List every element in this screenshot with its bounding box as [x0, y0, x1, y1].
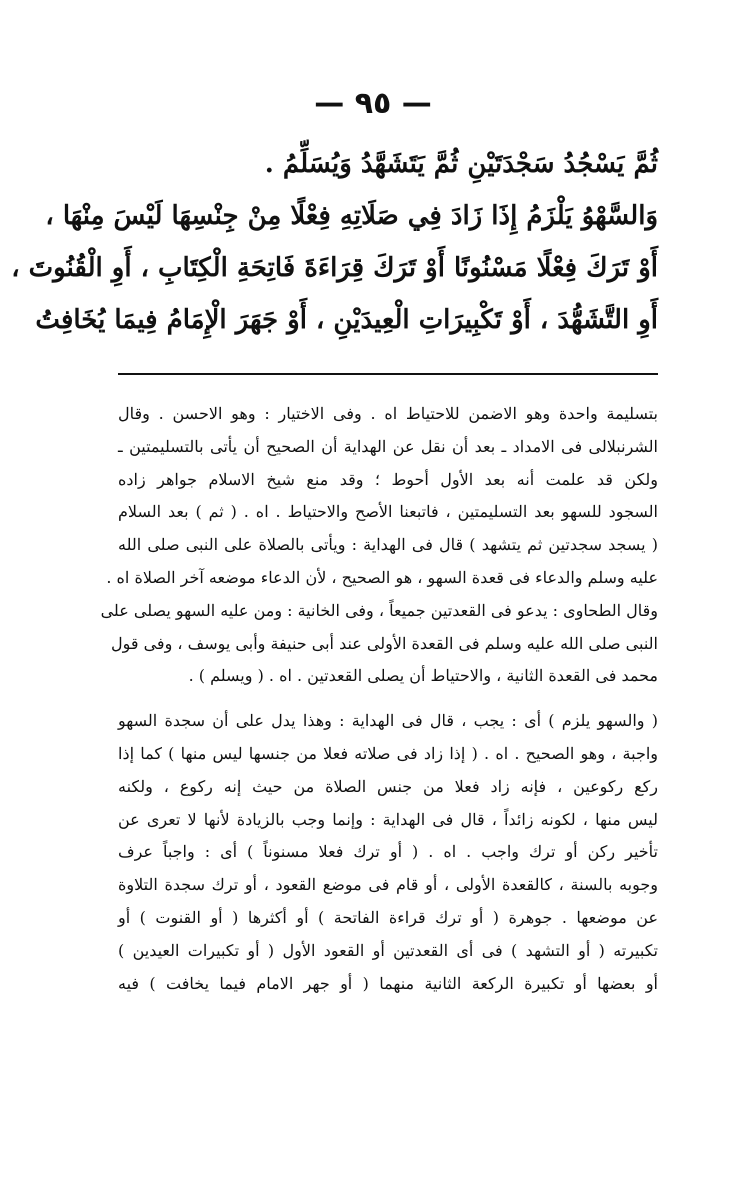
footnote-line: ليس منها ، لكونه زائداً ، قال فى الهداية : وإنما وجب بالزيادة لأنها لا تعرى عن [118, 809, 658, 829]
main-text [11, 138, 658, 346]
footnote-line: بتسليمة واحدة وهو الاضمن للاحتياط اه . وفى الاختيار : وهو الاحسن . وقال [118, 404, 658, 423]
footnote-line: وقال الطحاوى : يدعو فى القعدتين جميعاً ، وفى الخانية : ومن عليه السهو يصلى على [100, 600, 658, 620]
paragraph-gap [118, 693, 658, 705]
footnote-line: ولكن قد علمت أنه بعد الأول أحوط ؛ وقد منع شيخ الاسلام جواهر زاده [118, 469, 659, 489]
main-text-line: ثُمَّ يَسْجُدُ سَجْدَتَيْنِ ثُمَّ يَتَشَهَّدُ وَيُسَلِّمُ . [264, 149, 658, 179]
footnote-divider [118, 373, 658, 375]
footnote-line: السجود للسهو بعد التسليمتين ، فاتبعنا الأصح والاحتياط . اه . ( ثم ) بعد السلام [118, 502, 658, 522]
footnote-line: محمد فى القعدة الثانية ، والاحتياط أن يصلى القعدتين . اه . ( ويسلم ) . [188, 666, 658, 686]
main-text-line: وَالسَّهْوُ يَلْزَمُ إِذَا زَادَ فِي صَلَاتِهِ فِعْلًا مِنْ جِنْسِهَا لَيْسَ مِنْهَا ، [45, 201, 658, 231]
footnote-line: النبى صلى الله عليه وسلم فى القعدة الأولى عند أبى حنيفة وأبى يوسف ، وفى قول [110, 633, 658, 653]
footnote-line: تكبيرته ( أو التشهد ) فى أى القعدتين أو القعود الأول ( أو تكبيرات العيدين ) [118, 940, 658, 960]
footnote-line: ركع ركوعين ، فإنه زاد فعلا من جنس الصلاة من حيث إنه ركوع ، ولكنه [118, 776, 658, 796]
footnote-line: عن موضعها . جوهرة ( أو ترك قراءة الفاتحة ) أو أكثرها ( أو القنوت ) أو [118, 907, 658, 927]
footnote-paragraph [118, 705, 658, 1000]
footnotes [100, 398, 659, 1000]
footnote-paragraph [100, 398, 659, 693]
footnote-line: أو بعضها أو تكبيرة الركعة الثانية منهما ( أو جهر الامام فيما يخافت ) فيه [118, 973, 658, 993]
footnote-line: الشرنبلالى فى الامداد ـ بعد أن نقل عن الهداية أن الصحيح أن يأتى بالتسليمتين ـ [118, 436, 658, 456]
footnote-line: واجبة ، وهو الصحيح . اه . ( إذا زاد فى صلاته فعلا من جنسها ليس منها ) كما إذا [118, 743, 658, 763]
main-text-line: أَوْ تَرَكَ فِعْلًا مَسْنُونًا أَوْ تَرَكَ قِرَاءَةَ فَاتِحَةِ الْكِتَابِ ، أَوِ الْقُنُوتَ ، [11, 253, 658, 283]
footnote-line: عليه وسلم والدعاء فى قعدة السهو ، هو الصحيح ، لأن الدعاء موضعه آخر الصلاة اه . [106, 567, 658, 587]
footnote-line: تأخير ركن أو ترك واجب . اه . ( أو ترك فعلا مسنوناً ) أى : واجباً عرف [118, 842, 658, 862]
footnote-line: ( والسهو يلزم ) أى : يجب ، قال فى الهداية : وهذا يدل على أن سجدة السهو [118, 711, 659, 731]
footnote-line: ( يسجد سجدتين ثم يتشهد ) قال فى الهداية : ويأتى بالصلاة على النبى صلى الله [118, 535, 658, 555]
page-number: — ٩٥ — [314, 86, 432, 121]
main-text-line: أَوِ التَّشَهُّدَ ، أَوْ تَكْبِيرَاتِ الْعِيدَيْنِ ، أَوْ جَهَرَ الْإِمَامُ فِيمَا يُخَافِتُ [35, 305, 658, 335]
footnote-line: وجوبه بالسنة ، كالقعدة الأولى ، أو قام فى موضع القعود ، أو ترك سجدة التلاوة [118, 875, 658, 895]
